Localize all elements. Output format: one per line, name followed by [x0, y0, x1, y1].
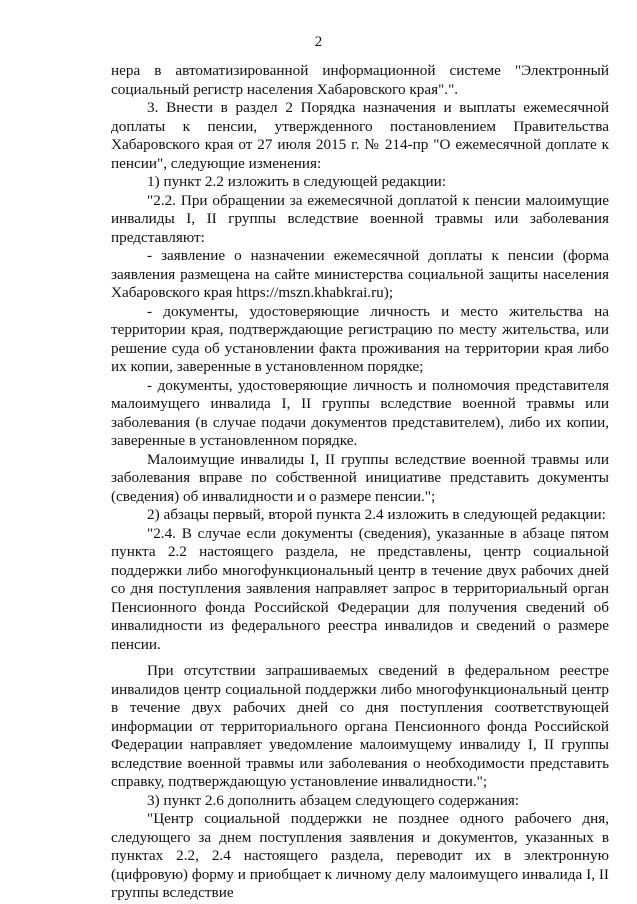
paragraph-subitem-3: 3) пункт 2.6 дополнить абзацем следующего содержания:	[147, 791, 520, 809]
paragraph-absence-of-data: При отсутствии запрашиваемых сведений в федеральном реестре инвалидов центр социальной поддержки либо многофункциональный центр в течение двух рабочих дней со дня поступления соответствующей информации от территориального органа Пенсионного фонда Российской Федерации направляет уведомление малоимущему инвалиду I, II группы вследствие военной травмы или заболевания о необходимости представить справку, подтверждающую установление инвалидности.";	[111, 662, 609, 790]
paragraph-clause-2-2: "2.2. При обращении за ежемесячной доплатой к пенсии малоимущие инвалиды I, II группы вследствие военной травмы или заболевания представляют:	[111, 191, 609, 246]
paragraph-clause-2-4: "2.4. В случае если документы (сведения), указанные в абзаце пятом пункта 2.2 настоящего раздела, не представлены, центр социальной поддержки либо многофункциональный центр в течение двух рабочих дней со дня поступления заявления направляет запрос в территориальный орган Пенсионного фонда Российской Федерации для получения сведений об инвалидности из федерального реестра инвалидов и сведений о размере пенсии.	[111, 524, 609, 653]
paragraph-item-3-intro: 3. Внести в раздел 2 Порядка назначения и выплаты ежемесячной доплаты к пенсии, утвержденного постановлением Правительства Хабаровского края от 27 июля 2015 г. № 214-пр "О ежемесячной доплате к пенсии", следующие изменения:	[111, 99, 609, 172]
paragraph-own-initiative: Малоимущие инвалиды I, II группы вследствие военной травмы или заболевания вправе по собственной инициативе представить документы (сведения) об инвалидности и о размере пенсии.";	[111, 450, 609, 505]
paragraph-list-item-application: - заявление о назначении ежемесячной доплаты к пенсии (форма заявления размещена на сайте министерства социальной защиты населения Хабаровского края https://mszn.khabkrai.ru);	[111, 247, 609, 301]
page-number: 2	[314, 34, 323, 50]
paragraph-list-item-representative-documents: - документы, удостоверяющие личность и полномочия представителя малоимущего инвалида I, II группы вследствие военной травмы или заболевания (в случае подачи документов представителем), либо их копии, заверенные в установленном порядке.	[111, 376, 609, 449]
document-body	[111, 62, 609, 903]
paragraph-subitem-2: 2) абзацы первый, второй пункта 2.4 изложить в следующей редакции:	[147, 506, 606, 523]
paragraph-subitem-1: 1) пункт 2.2 изложить в следующей редакции:	[147, 173, 447, 190]
paragraph-list-item-identity-documents: - документы, удостоверяющие личность и место жительства на территории края, подтверждающие регистрацию по месту жительства, или решение суда об установлении факта проживания на территории края либо их копии, заверенные в установленном порядке;	[111, 302, 609, 375]
paragraph-continuation: нера в автоматизированной информационной системе "Электронный социальный регистр населения Хабаровского края".".	[111, 62, 609, 98]
paragraph-clause-2-6-addition: "Центр социальной поддержки не позднее одного рабочего дня, следующего за днем поступления заявления и документов, указанных в пунктах 2.2, 2.4 настоящего раздела, переводит их в электронную (цифровую) форму и приобщает к личному делу малоимущего инвалида I, II группы вследствие	[111, 810, 609, 901]
